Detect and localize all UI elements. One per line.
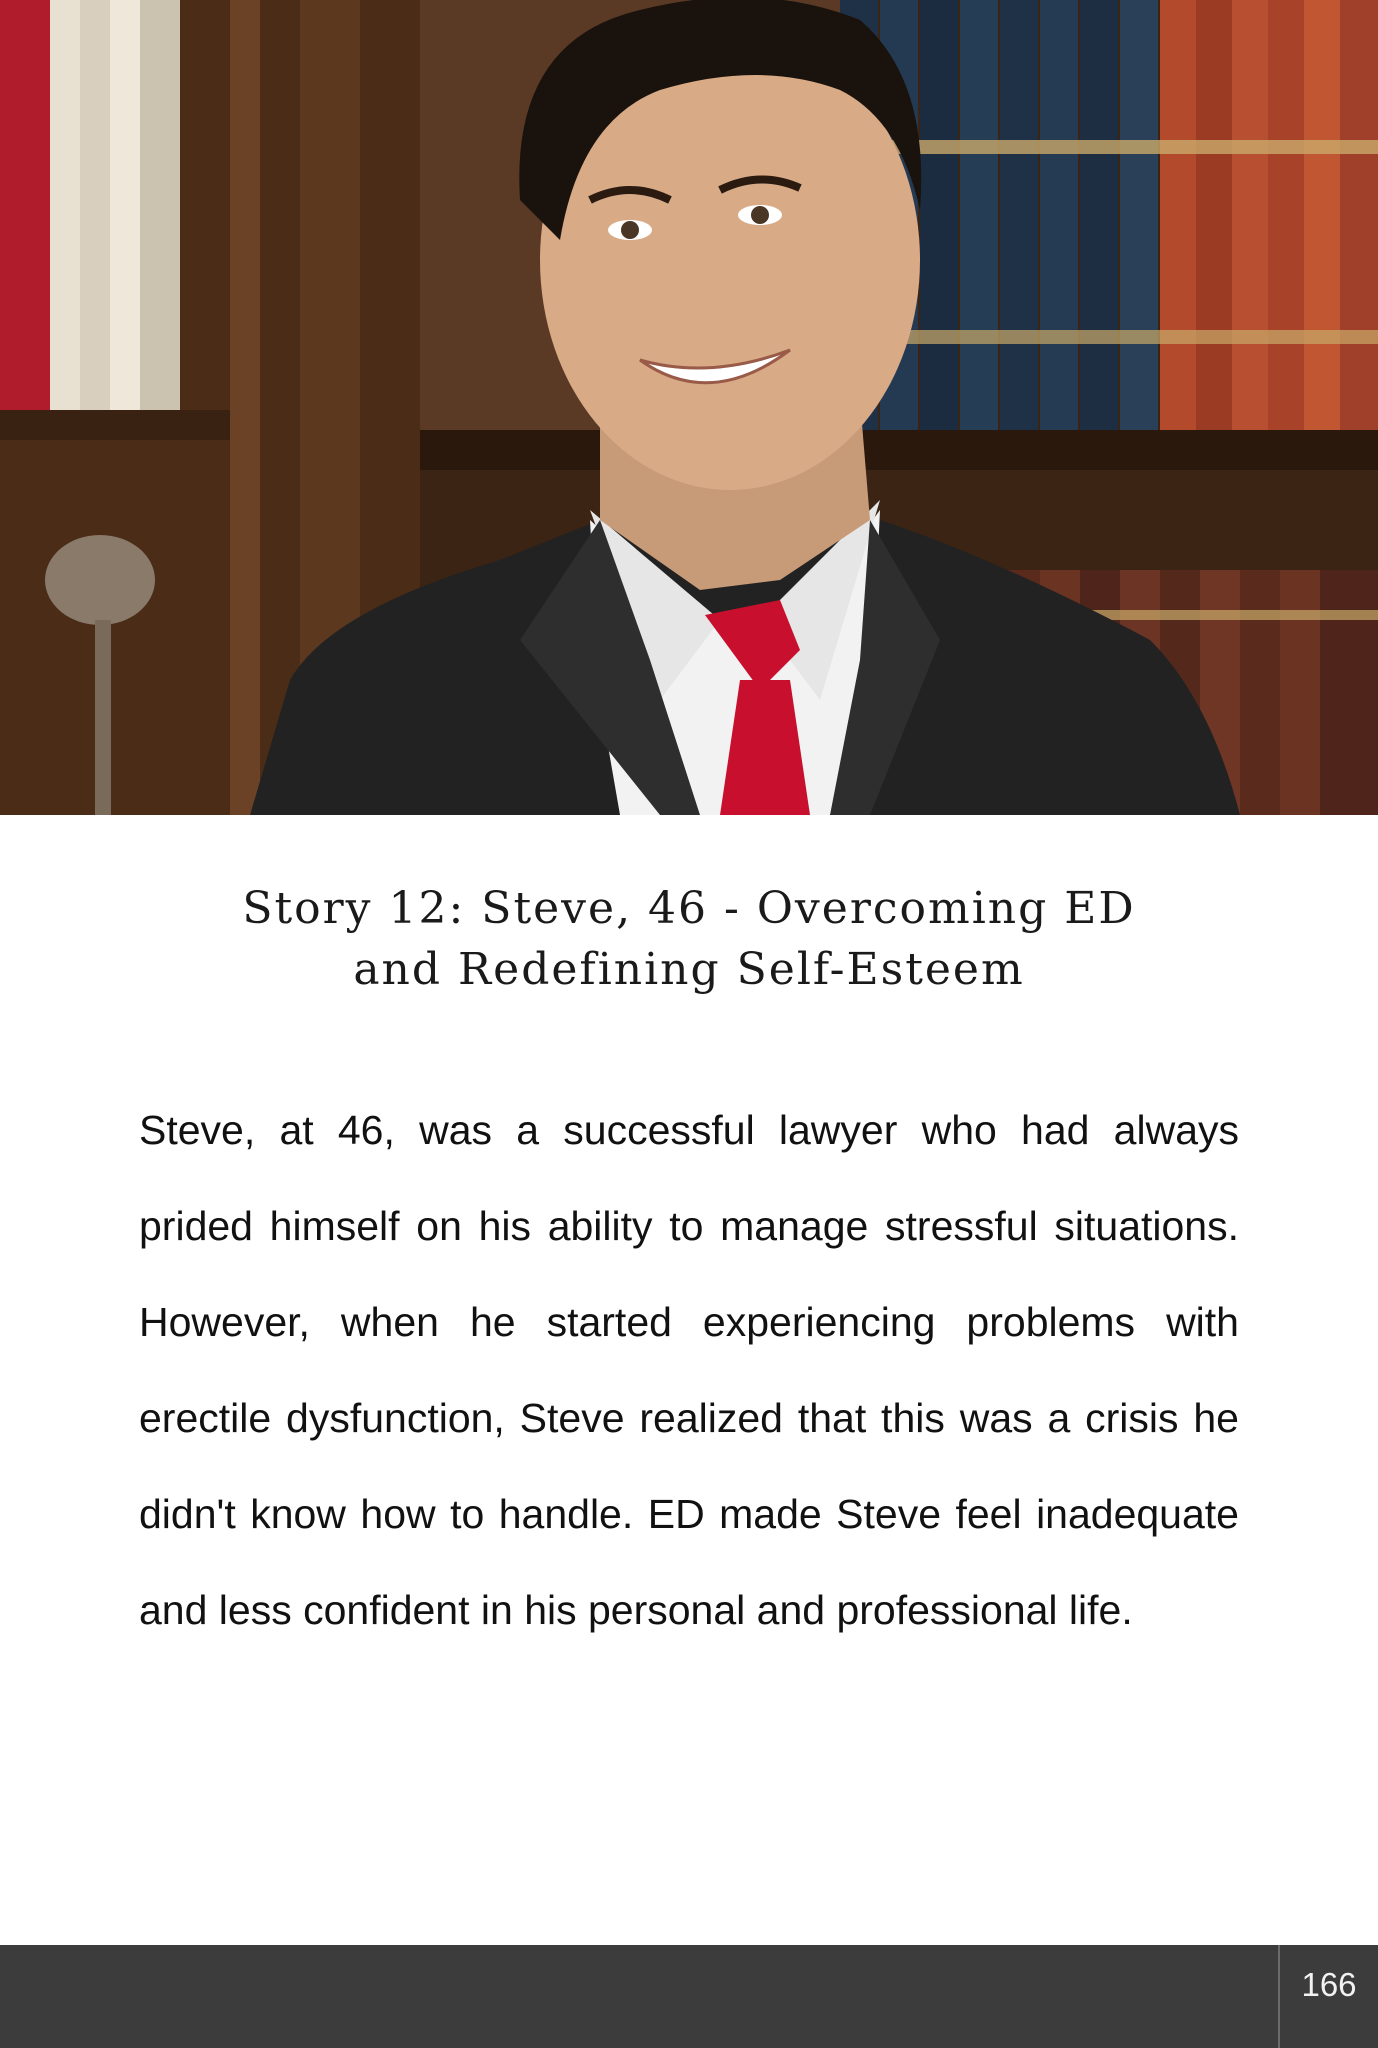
- story-paragraph: Steve, at 46, was a successful lawyer who had always prided himself on his ability to manage stressful situations. However, when he started experiencing problems with erectile dysfunction, Steve realized that this was a crisis he didn't know how to handle. ED made Steve feel inadequate and less confident in his personal and professional life.: [139, 1107, 1239, 1633]
- lawyer-photo-illustration: [0, 0, 1378, 815]
- hero-photo: [0, 0, 1378, 815]
- story-title-line-2: and Redefining Self-Esteem: [353, 944, 1025, 995]
- story-title-line-1: Story 12: Steve, 46 - Overcoming ED: [242, 883, 1136, 934]
- story-title: [140, 878, 1238, 1000]
- page-number: 166: [1278, 1945, 1378, 2048]
- page-footer: [0, 1945, 1378, 2048]
